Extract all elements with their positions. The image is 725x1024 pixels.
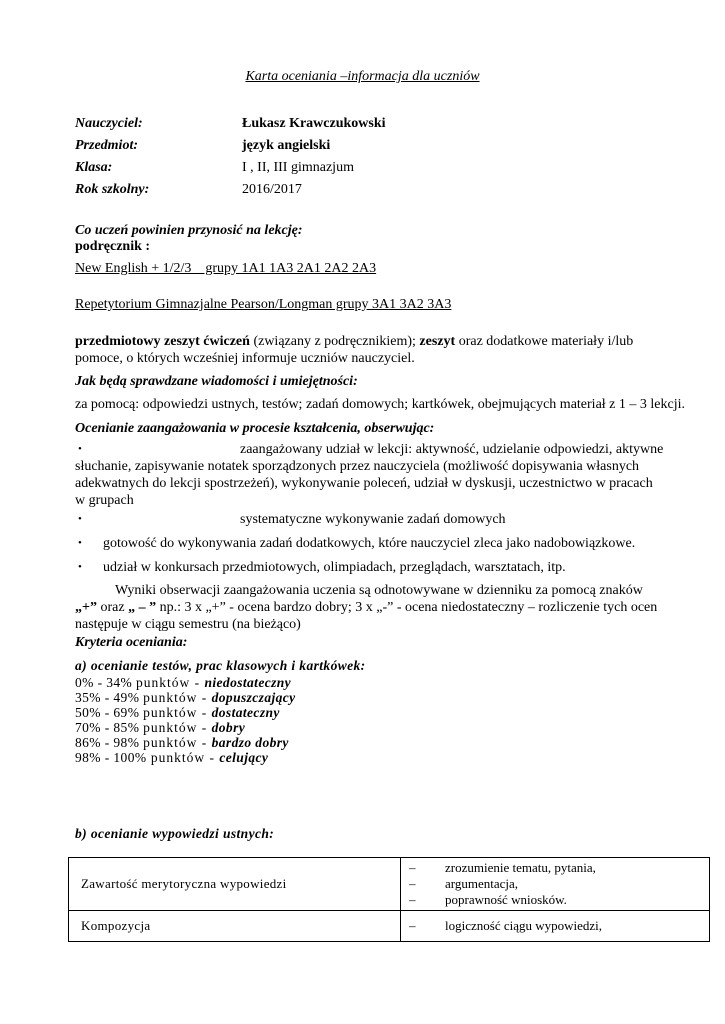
table-row <box>69 858 710 911</box>
dash-icon: – <box>409 860 416 875</box>
engagement-item-1: zaangażowany udział w lekcji: aktywność, udzielanie odpowiedzi, aktywne słuchanie, zapisywanie notatek sporządzonych przez nauczyciela (możliwość dopisywania własnych adekwatnych do lekcji spostrzeżeń), wykonywanie poleceń, udział w dyskusji, uczestnictwo w pracach w grupach <box>75 442 664 508</box>
bullet-icon: • <box>78 537 82 549</box>
oral-heading: b) ocenianie wypowiedzi ustnych: <box>75 826 275 841</box>
checking-text: za pomocą: odpowiedzi ustnych, testów; zadań domowych; kartkówek, obejmujących materiał z 1 – 3 lekcji. <box>75 397 685 412</box>
plus-sign: „+” <box>75 600 97 615</box>
grade-points: punktów - <box>135 675 205 690</box>
oral-criteria-table <box>68 857 710 942</box>
table-cell-items <box>401 911 710 942</box>
engagement-heading: Ocenianie zaangażowania w procesie kształcenia, obserwując: <box>75 421 435 436</box>
engagement-item-4: udział w konkursach przedmiotowych, olimpiadach, przeglądach, warsztatach, itp. <box>103 560 566 575</box>
bullet-icon: • <box>78 561 82 573</box>
grade-name: celujący <box>219 750 269 765</box>
table-cell-items <box>401 858 710 911</box>
checking-heading: Jak będą sprawdzane wiadomości i umiejętności: <box>75 374 358 389</box>
grade-name: niedostateczny <box>204 675 292 690</box>
bullet-icon: • <box>78 443 82 455</box>
engagement-item-3: gotowość do wykonywania zadań dodatkowych, które nauczyciel zleca jako nadobowiązkowe. <box>103 536 636 551</box>
materials-text-1: (związany z podręcznikiem); <box>249 334 420 349</box>
page-title: Karta oceniania –informacja dla uczniów <box>245 69 480 84</box>
criteria-heading: Kryteria oceniania: <box>75 635 188 650</box>
grade-range: 50% - 69% <box>75 705 144 720</box>
table-cell-label: Zawartość merytoryczna wypowiedzi <box>69 858 401 911</box>
grade-points: punktów - <box>146 750 220 765</box>
list-item-text: zrozumienie tematu, pytania, <box>445 860 596 875</box>
grade-row <box>75 735 289 751</box>
info-label-teacher: Nauczyciel: <box>75 116 143 131</box>
info-value-year: 2016/2017 <box>242 182 302 197</box>
grade-name: bardzo dobry <box>211 735 289 750</box>
list-item <box>401 876 709 892</box>
grade-row <box>75 720 245 736</box>
engagement-note-a: Wyniki obserwacji zaangażowania uczenia są odnotowywane w dzienniku za pomocą znaków <box>115 583 643 598</box>
info-value-subject: język angielski <box>242 138 331 153</box>
engagement-item-2: systematyczne wykonywanie zadań domowych <box>240 512 506 527</box>
dash-icon: – <box>409 892 416 907</box>
info-label-subject: Przedmiot: <box>75 138 138 153</box>
list-item <box>401 860 709 876</box>
grade-range: 86% - 98% <box>75 735 144 750</box>
grade-points: punktów - <box>143 735 212 750</box>
grade-points: punktów - <box>143 705 212 720</box>
notebook-label: zeszyt <box>419 334 456 349</box>
tests-heading: a) ocenianie testów, prac klasowych i kartkówek: <box>75 658 366 673</box>
engagement-note-c: np.: 3 x „+” - ocena bardzo dobry; 3 x „-” - ocena niedostateczny – rozliczenie tych ocen następuje w ciągu semestru (na bieżąco) <box>75 600 658 632</box>
grade-name: dopuszczający <box>211 690 296 705</box>
engagement-note-b: oraz <box>96 600 129 615</box>
dash-icon: – <box>409 876 416 891</box>
grade-points: punktów - <box>143 690 212 705</box>
list-item-text: argumentacja, <box>445 876 519 891</box>
table-cell-label: Kompozycja <box>69 911 401 942</box>
grade-row <box>75 750 268 766</box>
textbook-1: New English + 1/2/3 grupy 1A1 1A3 2A1 2A2 2A3 <box>75 261 377 276</box>
list-item <box>401 918 709 934</box>
info-label-class: Klasa: <box>75 160 113 175</box>
engagement-note <box>75 582 665 633</box>
minus-sign: „ – ” <box>128 600 157 615</box>
textbook-2: Repetytorium Gimnazjalne Pearson/Longman grupy 3A1 3A2 3A3 <box>75 297 452 312</box>
grade-name: dostateczny <box>211 705 280 720</box>
info-label-year: Rok szkolny: <box>75 182 150 197</box>
bullet-icon: • <box>78 513 82 525</box>
dash-icon: – <box>409 918 416 933</box>
grade-range: 70% - 85% <box>75 720 144 735</box>
list-item-text: poprawność wniosków. <box>445 892 567 907</box>
list-item-text: logiczność ciągu wypowiedzi, <box>445 918 603 933</box>
grade-row <box>75 690 296 706</box>
info-value-teacher: Łukasz Krawczukowski <box>242 116 386 131</box>
workbook-label: przedmiotowy zeszyt ćwiczeń <box>75 334 250 349</box>
grade-points: punktów - <box>143 720 212 735</box>
grade-range: 35% - 49% <box>75 690 144 705</box>
grade-name: dobry <box>211 720 246 735</box>
grade-row <box>75 705 280 721</box>
grade-range: 98% - 100% <box>75 750 147 765</box>
materials-text-2: oraz dodatkowe materiały i/lub pomoce, o których wcześniej informuje uczniów nauczyciel. <box>75 334 634 366</box>
table-row <box>69 911 710 942</box>
info-value-class: I , II, III gimnazjum <box>242 160 354 175</box>
textbook-label: podręcznik : <box>75 239 151 254</box>
grade-row <box>75 675 291 691</box>
materials-question: Co uczeń powinien przynosić na lekcję: <box>75 223 303 238</box>
grade-range: 0% - 34% <box>75 675 136 690</box>
list-item <box>401 892 709 908</box>
materials-paragraph <box>75 333 665 367</box>
